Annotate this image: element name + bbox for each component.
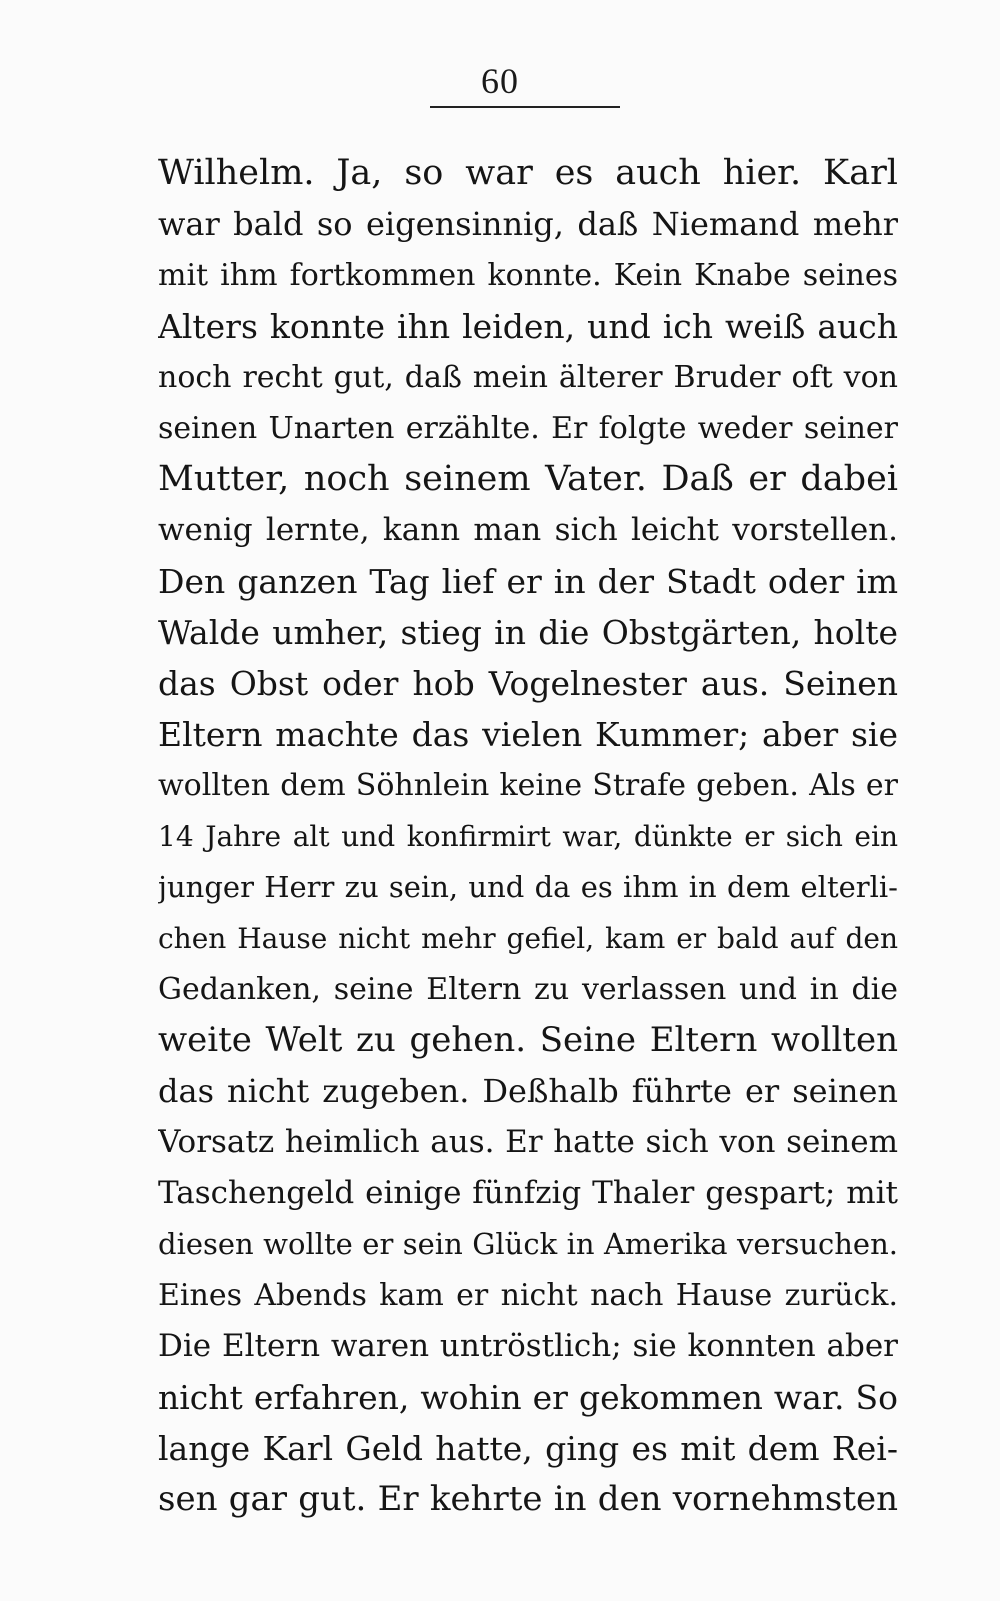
- text-line: 14 Jahre alt und konfirmirt war, dünkte er sich ein: [158, 820, 898, 853]
- text-line: Wilhelm. Ja, so war es auch hier. Karl: [158, 153, 898, 193]
- header-rule: [430, 106, 620, 108]
- text-line: mit ihm fortkommen konnte. Kein Knabe seines: [158, 258, 898, 293]
- text-line: Gedanken, seine Eltern zu verlassen und in die: [158, 972, 898, 1007]
- text-line: Mutter, noch seinem Vater. Daß er dabei: [158, 459, 898, 499]
- text-line: nicht erfahren, wohin er gekommen war. So: [158, 1378, 898, 1417]
- text-line: junger Herr zu sein, und da es ihm in dem elterli-: [158, 870, 898, 904]
- text-line: Den ganzen Tag lief er in der Stadt oder im: [158, 562, 898, 601]
- text-line: lange Karl Geld hatte, ging es mit dem Rei-: [158, 1429, 898, 1468]
- text-line: noch recht gut, daß mein älterer Bruder oft von: [158, 360, 898, 395]
- text-line: sen gar gut. Er kehrte in den vornehmsten: [158, 1479, 898, 1519]
- text-line: seinen Unarten erzählte. Er folgte weder seiner: [158, 411, 898, 446]
- text-line: weite Welt zu gehen. Seine Eltern wollten: [158, 1020, 898, 1060]
- text-line: wollten dem Söhnlein keine Strafe geben. Als er: [158, 768, 898, 803]
- text-line: Eines Abends kam er nicht nach Hause zurück.: [158, 1278, 898, 1313]
- text-line: Die Eltern waren untröstlich; sie konnten aber: [158, 1328, 898, 1364]
- text-line: diesen wollte er sein Glück in Amerika versuchen.: [158, 1227, 898, 1261]
- text-line: das Obst oder hob Vogelnester aus. Seinen: [158, 664, 898, 703]
- text-line: war bald so eigensinnig, daß Niemand mehr: [158, 205, 898, 243]
- page-number: 60: [481, 61, 519, 101]
- text-line: Alters konnte ihn leiden, und ich weiß auch: [158, 307, 898, 346]
- text-line: Eltern machte das vielen Kummer; aber sie: [158, 715, 898, 754]
- text-line: chen Hause nicht mehr gefiel, kam er bald auf den: [158, 922, 898, 955]
- text-line: Taschengeld einige fünfzig Thaler gespart; mit: [158, 1175, 898, 1211]
- text-line: Vorsatz heimlich aus. Er hatte sich von seinem: [158, 1124, 898, 1160]
- body-text: [158, 148, 898, 1525]
- text-line: das nicht zugeben. Deßhalb führte er seinen: [158, 1072, 898, 1110]
- text-line: Walde umher, stieg in die Obstgärten, holte: [158, 613, 898, 652]
- text-line: wenig lernte, kann man sich leicht vorstellen.: [158, 512, 898, 548]
